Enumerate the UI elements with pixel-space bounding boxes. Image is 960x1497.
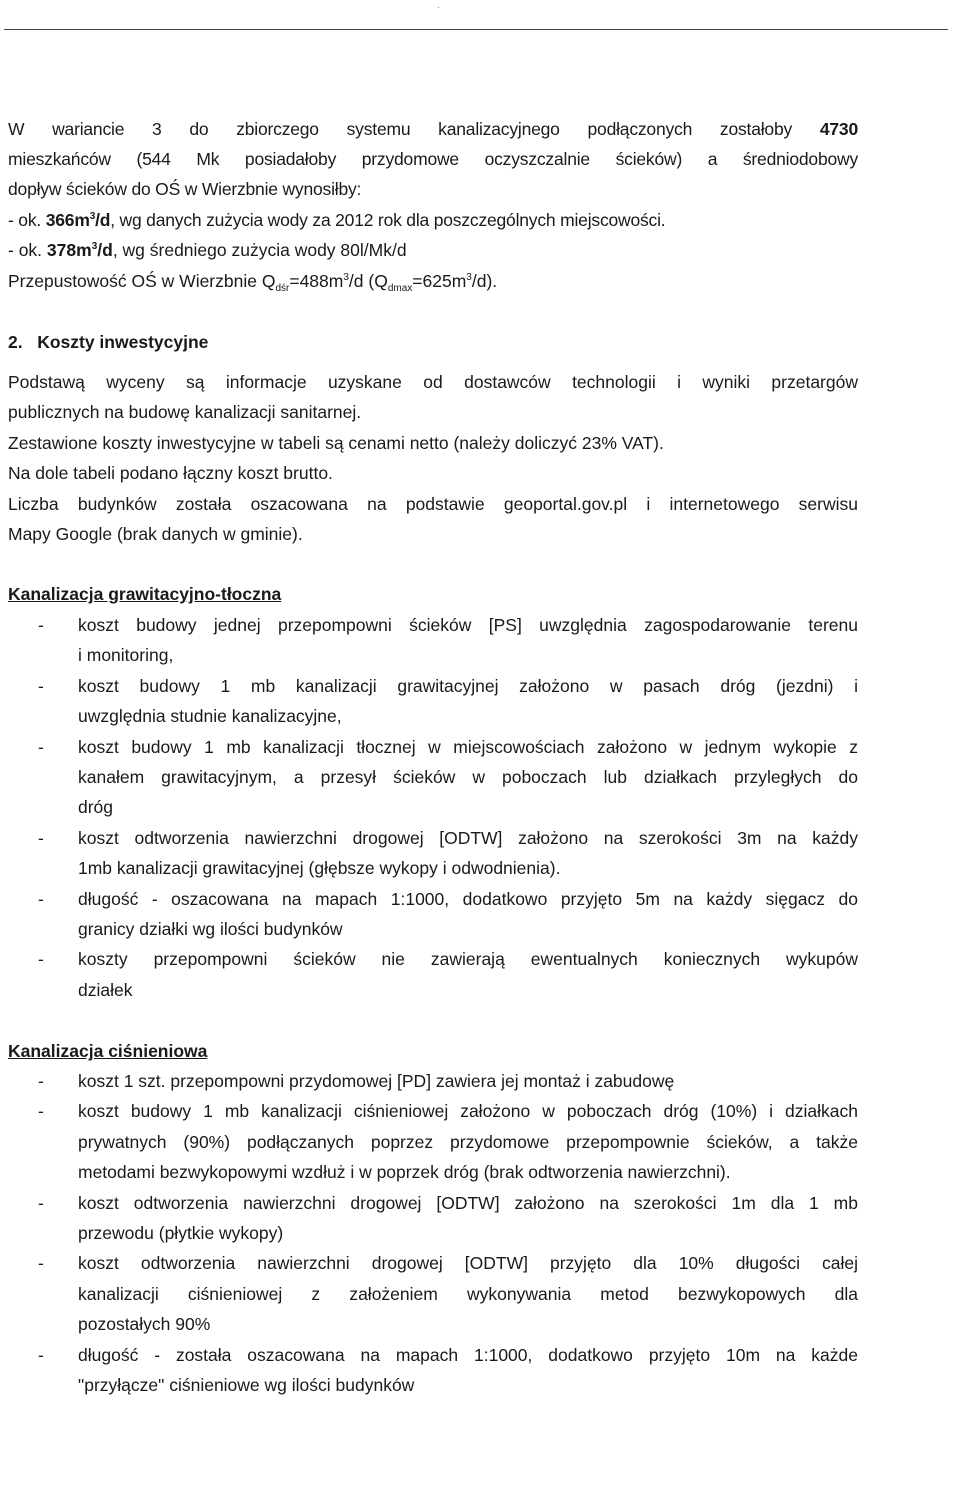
list-item-line: koszt budowy 1 mb kanalizacji grawitacyjnej założono w pasach dróg (jezdni) i bbox=[78, 675, 858, 696]
list-bullet: - bbox=[38, 1253, 44, 1274]
list-bullet: - bbox=[38, 888, 44, 909]
list-item-line: koszty przepompowni ścieków nie zawierają ewentualnych koniecznych wykupów bbox=[78, 949, 858, 970]
section-para-4b: Mapy Google (brak danych w gminie). bbox=[8, 524, 303, 544]
list-item-line: "przyłącze" ciśnieniowe wg ilości budynków bbox=[78, 1375, 415, 1395]
list-bullet: - bbox=[38, 615, 44, 635]
list-item-line: długość - oszacowana na mapach 1:1000, dodatkowo przyjęto 5m na każdy sięgacz do bbox=[78, 888, 858, 909]
list-item-line: kanalizacji ciśnieniowej z założeniem wykonywania metod bezwykopowych dla bbox=[78, 1283, 858, 1304]
list-item-line: koszt budowy 1 mb kanalizacji tłocznej w miejscowościach założono w jednym wykopie z bbox=[78, 736, 858, 757]
section-para-4a: Liczba budynków została oszacowana na podstawie geoportal.gov.pl i internetowego serwisu bbox=[8, 494, 858, 514]
header-rule bbox=[4, 29, 948, 30]
list-item-line: koszt odtworzenia nawierzchni drogowej [ODTW] założono na szerokości 3m na każdy bbox=[78, 827, 858, 848]
variant-line-3: dopływ ścieków do OŚ w Wierzbnie wynosiłby: bbox=[8, 179, 362, 199]
section-para-3: Na dole tabeli podano łączny koszt brutto. bbox=[8, 463, 333, 483]
flow-estimate-1: - ok. $366m^3/d$, wg danych zużycia wody za 2012 rok dla poszczególnych miejscowości. bbox=[8, 210, 666, 230]
list-item-line: pozostałych 90% bbox=[78, 1314, 211, 1335]
list-bullet: - bbox=[38, 736, 44, 757]
list-bullet: - bbox=[38, 675, 44, 696]
list-bullet: - bbox=[38, 1192, 44, 1213]
list-item-line: kanałem grawitacyjnym, a przesył ścieków w poboczach lub działkach przyległych do bbox=[78, 767, 858, 787]
list-item-line: uwzględnia studnie kanalizacyjne, bbox=[78, 706, 342, 727]
section-para-1b: publicznych na budowę kanalizacji sanitarnej. bbox=[8, 402, 362, 422]
list-item-line: granicy działki wg ilości budynków bbox=[78, 919, 343, 939]
plant-capacity: Przepustowość OŚ w Wierzbnie $Q_{dśr}=488m^3/d$ $(Q_{dmax}=625m^3/d)$. bbox=[8, 271, 498, 294]
list-item-line: prywatnych (90%) podłączanych poprzez przydomowe przepompownie ścieków, a także bbox=[78, 1131, 858, 1152]
list-item-line: i monitoring, bbox=[78, 645, 174, 666]
list-item-line: dróg bbox=[78, 797, 114, 818]
list-item-line: działek bbox=[78, 979, 133, 1000]
list-item-line: przewodu (płytkie wykopy) bbox=[78, 1223, 284, 1243]
list-bullet: - bbox=[38, 949, 44, 970]
flow-estimate-2: - ok. $378m^3/d$, wg średniego zużycia wody 80l/Mk/d bbox=[8, 240, 407, 260]
header-dot: . bbox=[437, 0, 440, 11]
list-bullet: - bbox=[38, 1344, 44, 1365]
gravity-heading: Kanalizacja grawitacyjno-tłoczna bbox=[8, 584, 282, 604]
list-item-line: 1mb kanalizacji grawitacyjnej (głębsze wykopy i odwodnienia). bbox=[78, 858, 561, 879]
list-bullet: - bbox=[38, 827, 44, 848]
list-bullet: - bbox=[38, 1071, 44, 1091]
list-item-line: metodami bezwykopowymi wzdłuż i w poprzek dróg (brak odtworzenia nawierzchni). bbox=[78, 1162, 731, 1183]
list-item-line: koszt odtworzenia nawierzchni drogowej [ODTW] założono na szerokości 1m dla 1 mb bbox=[78, 1192, 858, 1213]
variant-line-1: W wariancie 3 do zbiorczego systemu kanalizacyjnego podłączonych zostałoby 4730 bbox=[8, 119, 858, 139]
list-item-line: koszt odtworzenia nawierzchni drogowej [ODTW] przyjęto dla 10% długości całej bbox=[78, 1253, 858, 1274]
variant-line-2: mieszkańców (544 Mk posiadałoby przydomowe oczyszczalnie ścieków) a średniodobowy bbox=[8, 149, 858, 169]
section-heading: 2. Koszty inwestycyjne bbox=[8, 332, 209, 352]
list-bullet: - bbox=[38, 1101, 44, 1122]
list-item-line: koszt budowy jednej przepompowni ścieków [PS] uwzględnia zagospodarowanie terenu bbox=[78, 615, 858, 635]
list-item-line: koszt budowy 1 mb kanalizacji ciśnieniowej założono w poboczach dróg (10%) i działkach bbox=[78, 1101, 858, 1122]
list-item-line: koszt 1 szt. przepompowni przydomowej [PD] zawiera jej montaż i zabudowę bbox=[78, 1071, 675, 1091]
list-item-line: długość - została oszacowana na mapach 1:1000, dodatkowo przyjęto 10m na każde bbox=[78, 1344, 858, 1365]
pressure-heading: Kanalizacja ciśnieniowa bbox=[8, 1041, 208, 1061]
section-para-1a: Podstawą wyceny są informacje uzyskane od dostawców technologii i wyniki przetargów bbox=[8, 372, 858, 392]
section-para-2: Zestawione koszty inwestycyjne w tabeli są cenami netto (należy doliczyć 23% VAT). bbox=[8, 433, 664, 453]
